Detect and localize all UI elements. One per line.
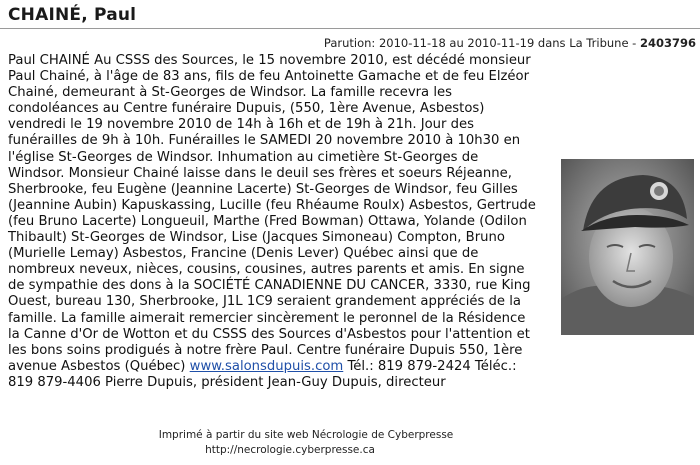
obituary-body (8, 53, 538, 391)
publication-info (324, 36, 696, 50)
funeral-home-link[interactable]: www.salonsdupuis.com (189, 358, 344, 374)
footer-printed-from: Imprimé à partir du site web Nécrologie de Cyberpresse (158, 429, 454, 441)
obituary-title: CHAINÉ, Paul (8, 5, 137, 25)
obituary-contact: Tél.: 819 879-2424 Téléc.: 819 879-4406 Pierre Dupuis, président Jean-Guy Dupuis, directeur (8, 358, 517, 390)
portrait-image (561, 159, 694, 335)
publication-dates: Parution: 2010-11-18 au 2010-11-19 dans La Tribune - (323, 36, 637, 50)
obituary-text: Paul CHAINÉ Au CSSS des Sources, le 15 novembre 2010, est décédé monsieur Paul Chainé, à l'âge de 83 ans, fils de feu Antoinette Gamache et de feu Elzéor Chainé, demeurant à St-Georges de Windsor. La famille recevra les condoléances au Centre funéraire Dupuis, (550, 1ère Avenue, Asbestos) vendredi le 19 novembre 2010 de 14h à 16h et de 19h à 21h. Jour des funérailles de 9h à 10h. Funérailles le SAMEDI 20 novembre 2010 à 10h30 en l'église St-Georges de Windsor. Inhumation au cimetière St-Georges de Windsor. Monsieur Chainé laisse dans le deuil ses frères et soeurs Réjeanne, Sherbrooke, feu Eugène (Jeannine Lacerte) St-Georges de Windsor, feu Gilles (Jeannine Aubin) Kapuskassing, Lucille (feu Rhéaume Roulx) Asbestos, Gertrude (feu Bruno Lacerte) Longueuil, Marthe (Fred Bowman) Ottawa, Yolande (Odilon Thibault) St-Georges de Windsor, Lise (Jacques Simoneau) Compton, Bruno (Murielle Lemay) Asbestos, Francine (Denis Lever) Québec ainsi que de nombreux neveux, nièces, cousins, cousines, autres parents et amis. En signe de sympathie des dons à la SOCIÉTÉ CANADIENNE DU CANCER, 3330, rue King Ouest, bureau 130, Sherbrooke, J1L 1C9 seraient grandement appréciés de la famille. La famille aimerait remercier sincèrement le peronnel de la Résidence la Canne d'Or de Wotton et du CSSS des Sources d'Asbestos pour l'attention et les bons soins prodigués à notre frère Paul. Centre funéraire Dupuis 550, 1ère avenue Asbestos (Québec) (8, 53, 536, 374)
title-divider (0, 28, 700, 29)
deceased-photo (561, 159, 694, 335)
print-footer (0, 428, 700, 458)
publication-id: 2403796 (639, 36, 696, 50)
footer-url: http://necrologie.cyberpresse.ca (205, 444, 375, 456)
